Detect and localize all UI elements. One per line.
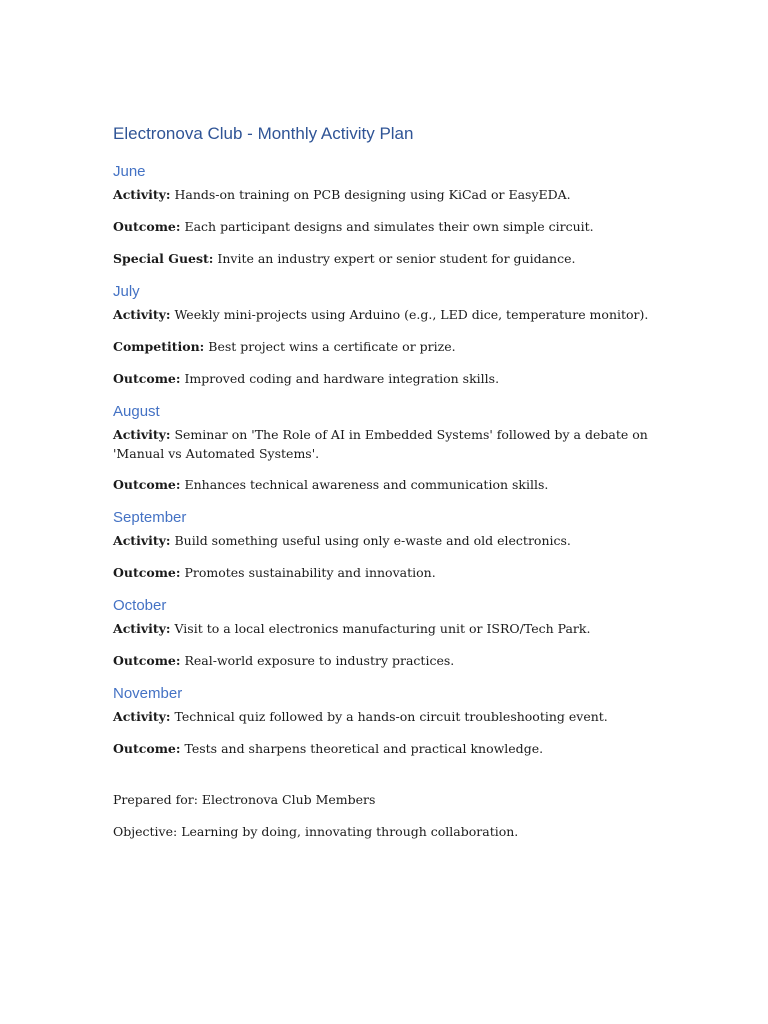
- july-competition: [113, 337, 673, 356]
- november-outcome: [113, 739, 673, 758]
- july-competition-text: Best project wins a certificate or prize.: [204, 339, 456, 354]
- august-activity-text: Seminar on 'The Role of AI in Embedded Systems' followed by a debate on 'Manual vs Automated Systems'.: [113, 427, 648, 461]
- month-heading-october: October: [113, 597, 167, 614]
- july-activity-label: Activity:: [113, 307, 171, 322]
- june-outcome-label: Outcome:: [113, 219, 181, 234]
- june-activity: [113, 185, 673, 204]
- month-heading-july: July: [113, 283, 140, 300]
- month-heading-november: November: [113, 685, 183, 702]
- june-special-guest-text: Invite an industry expert or senior student for guidance.: [213, 251, 576, 266]
- june-special-guest: [113, 249, 673, 268]
- november-activity-label: Activity:: [113, 709, 171, 724]
- june-activity-label: Activity:: [113, 187, 171, 202]
- october-outcome: [113, 651, 673, 670]
- september-activity-text: Build something useful using only e-waste and old electronics.: [170, 533, 571, 548]
- october-outcome-label: Outcome:: [113, 653, 181, 668]
- august-outcome: [113, 475, 673, 494]
- document-title: Electronova Club - Monthly Activity Plan: [113, 124, 414, 143]
- october-activity: [113, 619, 673, 638]
- september-activity: [113, 531, 673, 550]
- july-outcome: [113, 369, 673, 388]
- august-activity: [113, 425, 673, 463]
- november-activity-text: Technical quiz followed by a hands-on circuit troubleshooting event.: [170, 709, 608, 724]
- objective: Objective: Learning by doing, innovating through collaboration.: [113, 824, 519, 839]
- july-outcome-label: Outcome:: [113, 371, 181, 386]
- november-outcome-text: Tests and sharpens theoretical and practical knowledge.: [180, 741, 544, 756]
- november-activity: [113, 707, 673, 726]
- august-activity-label: Activity:: [113, 427, 171, 442]
- june-special-guest-label: Special Guest:: [113, 251, 214, 266]
- june-outcome: [113, 217, 673, 236]
- june-activity-text: Hands-on training on PCB designing using KiCad or EasyEDA.: [170, 187, 571, 202]
- month-heading-september: September: [113, 509, 187, 526]
- september-activity-label: Activity:: [113, 533, 171, 548]
- july-activity-text: Weekly mini-projects using Arduino (e.g., LED dice, temperature monitor).: [170, 307, 649, 322]
- prepared-for: Prepared for: Electronova Club Members: [113, 792, 376, 807]
- october-activity-text: Visit to a local electronics manufacturing unit or ISRO/Tech Park.: [170, 621, 591, 636]
- month-heading-august: August: [113, 403, 160, 420]
- month-heading-june: June: [113, 163, 146, 180]
- september-outcome-text: Promotes sustainability and innovation.: [180, 565, 436, 580]
- october-activity-label: Activity:: [113, 621, 171, 636]
- september-outcome: [113, 563, 673, 582]
- july-activity: [113, 305, 673, 324]
- july-outcome-text: Improved coding and hardware integration skills.: [180, 371, 500, 386]
- june-outcome-text: Each participant designs and simulates their own simple circuit.: [180, 219, 594, 234]
- september-outcome-label: Outcome:: [113, 565, 181, 580]
- august-outcome-label: Outcome:: [113, 477, 181, 492]
- november-outcome-label: Outcome:: [113, 741, 181, 756]
- july-competition-label: Competition:: [113, 339, 205, 354]
- october-outcome-text: Real-world exposure to industry practices.: [180, 653, 455, 668]
- august-outcome-text: Enhances technical awareness and communication skills.: [180, 477, 549, 492]
